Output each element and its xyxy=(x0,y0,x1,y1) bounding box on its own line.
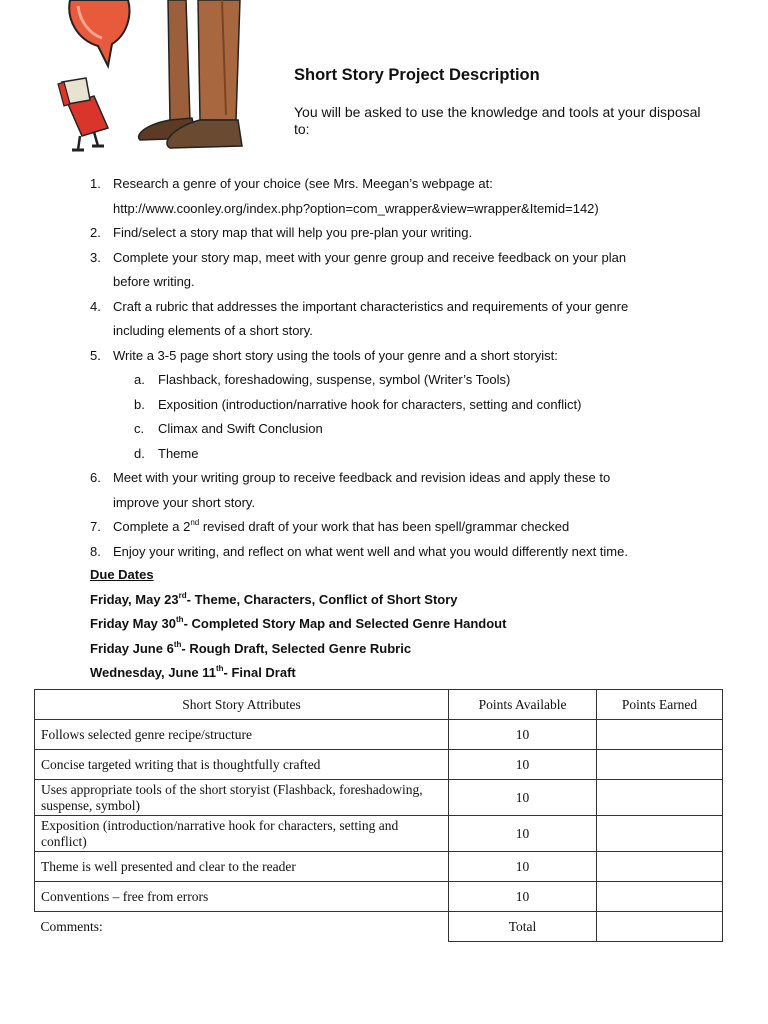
points-available-cell: 10 xyxy=(449,882,597,912)
column-header: Points Earned xyxy=(597,690,723,720)
list-item xyxy=(90,344,710,369)
item-text: Find/select a story map that will help you pre-plan your writing. xyxy=(113,225,473,240)
list-item xyxy=(90,221,710,246)
sub-list xyxy=(134,368,710,466)
points-available-cell: 10 xyxy=(449,780,597,816)
item-number: 8. xyxy=(90,543,101,559)
table-row xyxy=(35,816,723,852)
due-date: Friday June 6 xyxy=(90,640,174,656)
points-available-cell: 10 xyxy=(449,816,597,852)
page-title: Short Story Project Description xyxy=(294,66,540,84)
table-row xyxy=(35,720,723,750)
table-row xyxy=(35,852,723,882)
item-text: Write a 3-5 page short story using the tools of your genre and a short storyist: xyxy=(113,347,558,363)
sub-list-item xyxy=(134,442,710,467)
item-number: 2. xyxy=(90,225,101,240)
due-date-item xyxy=(90,661,506,686)
due-date: Friday May 30 xyxy=(90,616,176,631)
points-available-cell: 10 xyxy=(449,750,597,780)
item-line: including elements of a short story. xyxy=(113,323,313,338)
points-earned-cell[interactable] xyxy=(597,780,723,816)
due-date-description: - Rough Draft, Selected Genre Rubric xyxy=(181,640,412,656)
points-earned-cell[interactable] xyxy=(597,750,723,780)
item-line: http://www.coonley.org/index.php?option=com_wrapper&view=wrapper&Itemid=142) xyxy=(113,200,599,216)
table-header-row xyxy=(35,690,723,720)
superscript: th xyxy=(215,664,224,673)
sub-item-text: Climax and Swift Conclusion xyxy=(158,421,323,436)
list-item xyxy=(90,246,710,295)
rubric-table xyxy=(34,689,723,942)
sub-item-letter: a. xyxy=(134,372,145,387)
due-date: Friday, May 23 xyxy=(90,591,179,607)
item-line: Craft a rubric that addresses the important characteristics and requirements of your genre xyxy=(113,298,629,314)
column-header: Points Available xyxy=(449,690,597,720)
book-character-illustration xyxy=(50,0,260,160)
item-number: 6. xyxy=(90,470,101,485)
item-text-part: Complete a 2 xyxy=(113,519,191,534)
attribute-cell: Conventions – free from errors xyxy=(35,882,449,912)
due-date-description: - Final Draft xyxy=(223,665,296,680)
intro-text: You will be asked to use the knowledge and tools at your disposal to: xyxy=(294,104,701,137)
list-item xyxy=(90,295,710,344)
item-number: 3. xyxy=(90,249,101,265)
sub-list-item xyxy=(134,417,710,442)
list-item xyxy=(90,466,710,515)
due-date-item xyxy=(90,612,506,637)
sub-list-item xyxy=(134,393,710,418)
task-list xyxy=(90,172,710,564)
item-text xyxy=(113,295,710,344)
attribute-cell: Uses appropriate tools of the short storyist (Flashback, foreshadowing, suspense, symbol) xyxy=(35,780,449,816)
superscript: th xyxy=(176,615,184,624)
attribute-cell: Follows selected genre recipe/structure xyxy=(35,720,449,750)
item-line: Complete your story map, meet with your genre group and receive feedback on your plan xyxy=(113,249,627,265)
sub-item-letter: d. xyxy=(134,445,145,461)
superscript: th xyxy=(173,639,182,649)
sub-item-text: Exposition (introduction/narrative hook for characters, setting and conflict) xyxy=(158,396,582,412)
due-date-item xyxy=(90,637,506,662)
item-line: before writing. xyxy=(113,274,195,289)
points-available-cell: 10 xyxy=(449,852,597,882)
table-row xyxy=(35,780,723,816)
item-text xyxy=(113,466,710,515)
list-item xyxy=(90,172,710,221)
superscript: nd xyxy=(190,518,200,527)
attribute-cell: Concise targeted writing that is thoughtfully crafted xyxy=(35,750,449,780)
due-dates-heading: Due Dates xyxy=(90,567,154,582)
total-value-cell[interactable] xyxy=(597,912,723,942)
superscript: rd xyxy=(178,590,187,600)
comments-label: Comments: xyxy=(40,918,103,934)
table-row xyxy=(35,750,723,780)
attribute-cell: Exposition (introduction/narrative hook for characters, setting and conflict) xyxy=(35,816,449,852)
item-line: improve your short story. xyxy=(113,494,256,510)
list-item xyxy=(90,540,710,565)
item-number: 7. xyxy=(90,519,101,534)
item-text xyxy=(113,515,710,540)
sub-item-letter: c. xyxy=(134,421,145,436)
list-item xyxy=(90,515,710,540)
item-number: 4. xyxy=(90,298,101,314)
due-dates-section xyxy=(90,563,506,686)
item-line: Research a genre of your choice (see Mrs. Meegan’s webpage at: xyxy=(113,176,493,191)
item-number: 1. xyxy=(90,176,101,191)
item-line: Meet with your writing group to receive feedback and revision ideas and apply these to xyxy=(113,470,611,485)
item-text xyxy=(113,172,710,221)
points-earned-cell[interactable] xyxy=(597,720,723,750)
points-available-cell: 10 xyxy=(449,720,597,750)
due-date-description: - Completed Story Map and Selected Genre Handout xyxy=(183,616,507,631)
sub-item-letter: b. xyxy=(134,396,145,412)
item-text-part: revised draft of your work that has been spell/grammar checked xyxy=(199,519,570,534)
sub-item-text: Theme xyxy=(158,445,199,461)
column-header: Short Story Attributes xyxy=(35,690,449,720)
item-text xyxy=(113,246,710,295)
table-row xyxy=(35,882,723,912)
due-date: Wednesday, June 11 xyxy=(90,665,216,680)
item-text: Enjoy your writing, and reflect on what went well and what you would differently next time. xyxy=(113,543,628,559)
points-earned-cell[interactable] xyxy=(597,882,723,912)
item-number: 5. xyxy=(90,347,101,363)
due-date-item xyxy=(90,588,506,613)
points-earned-cell[interactable] xyxy=(597,816,723,852)
points-earned-cell[interactable] xyxy=(597,852,723,882)
total-label: Total xyxy=(449,912,597,942)
attribute-cell: Theme is well presented and clear to the reader xyxy=(35,852,449,882)
sub-list-item xyxy=(134,368,710,393)
sub-item-text: Flashback, foreshadowing, suspense, symbol (Writer’s Tools) xyxy=(158,372,511,387)
due-date-description: - Theme, Characters, Conflict of Short Story xyxy=(186,591,458,607)
total-row xyxy=(35,912,723,942)
